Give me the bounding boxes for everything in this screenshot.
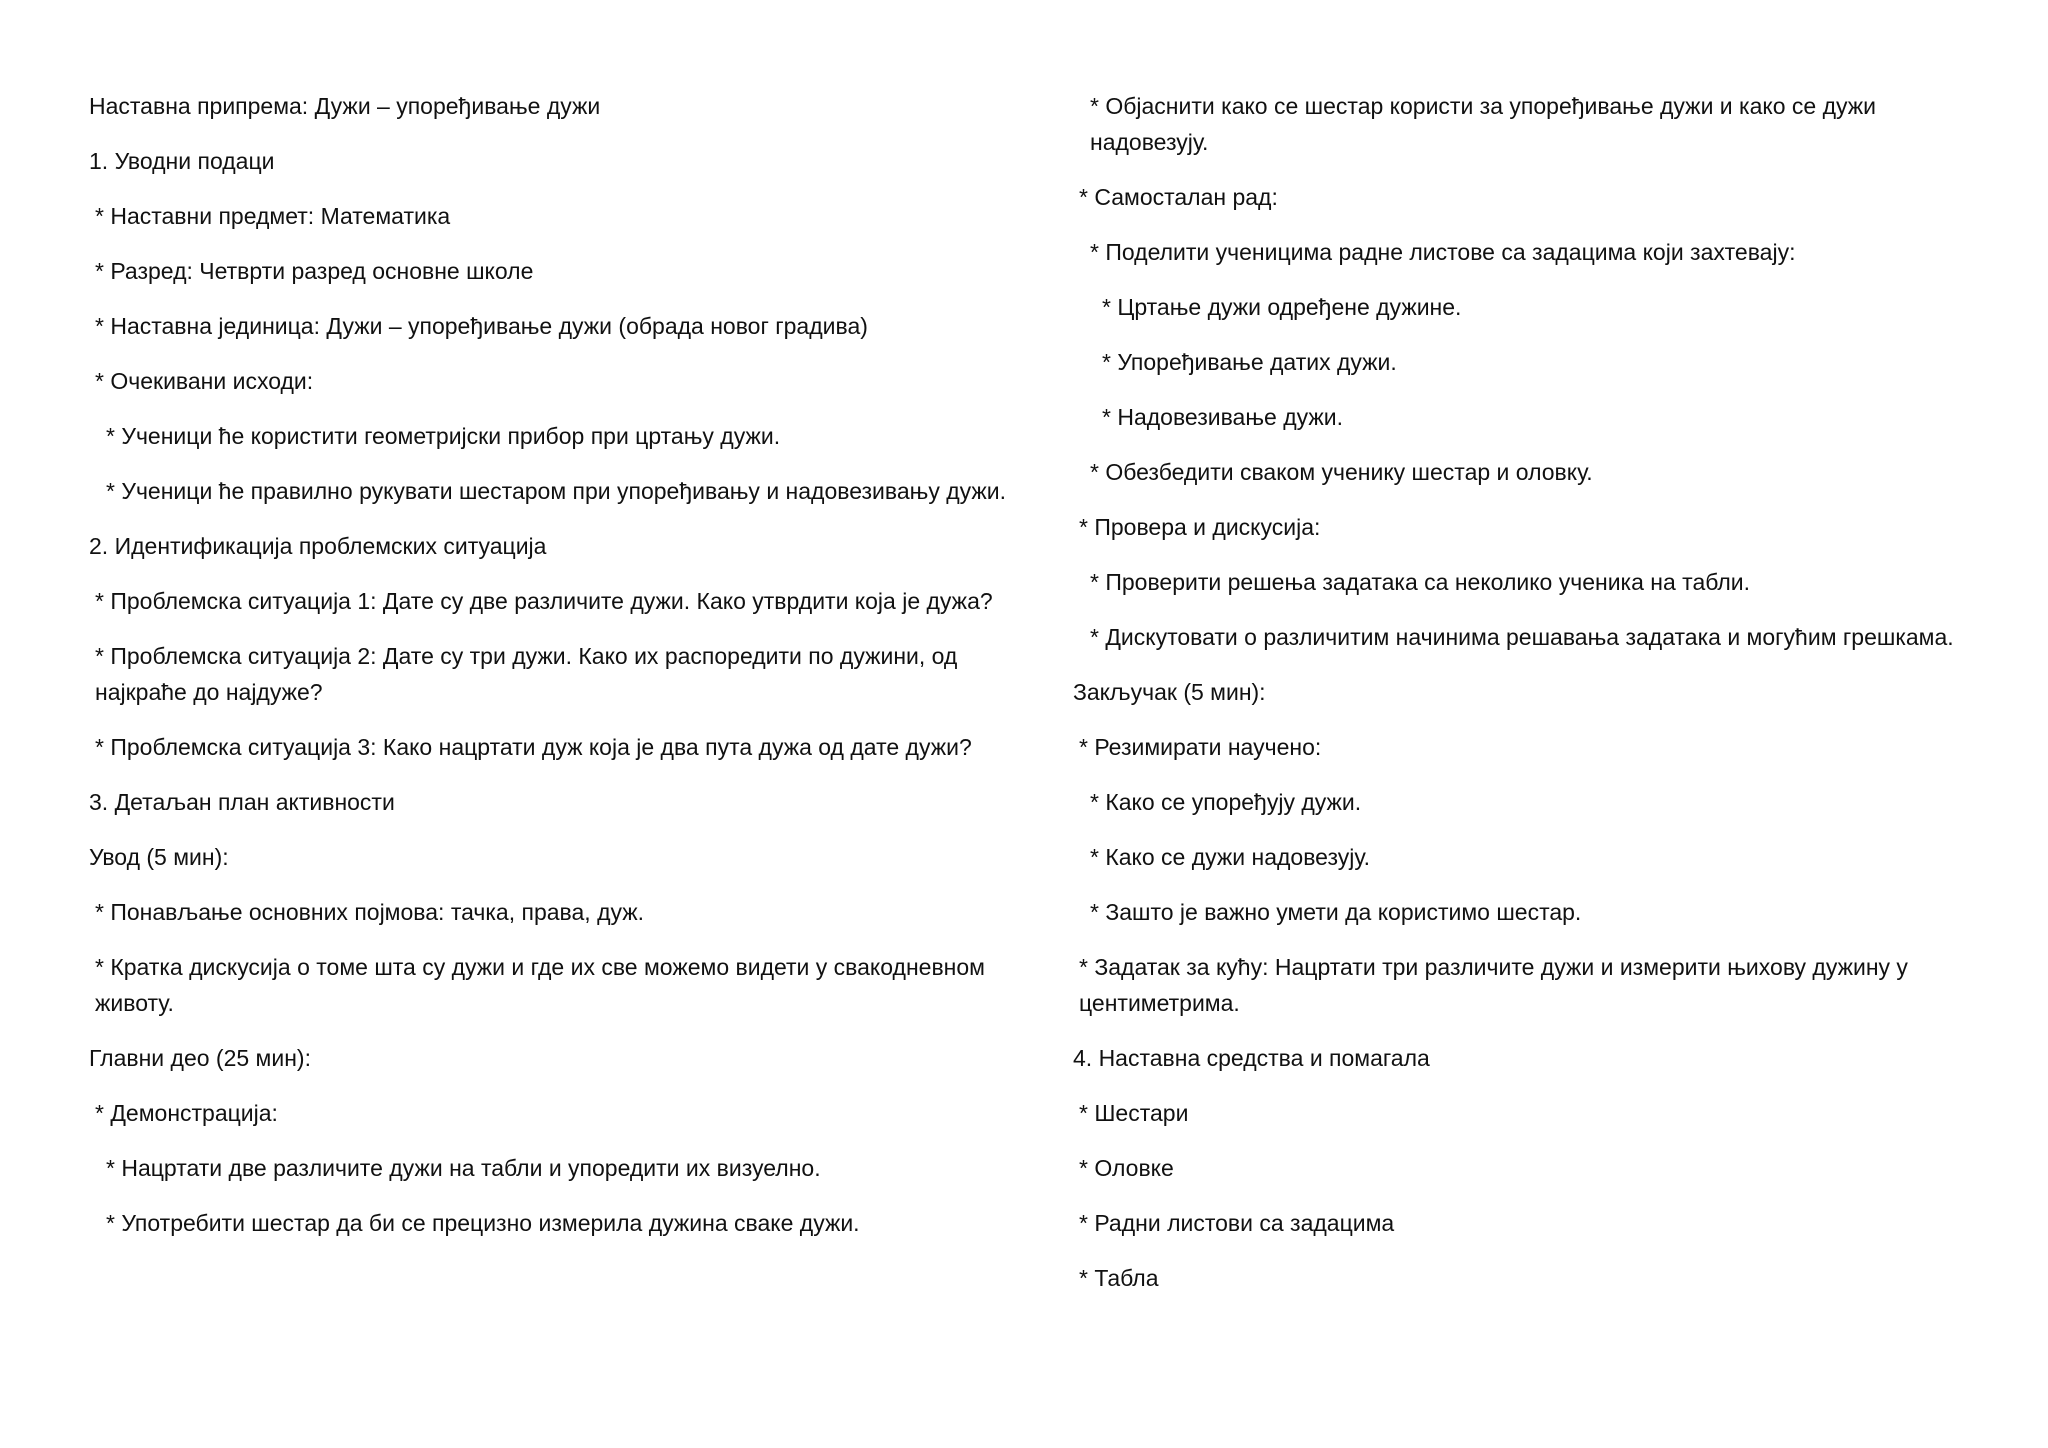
bullet-item: * Самосталан рад: xyxy=(1079,184,1278,210)
bullet-item: * Табла xyxy=(1079,1265,1159,1291)
bullet-item: * Поделити ученицима радне листове са задацима који захтевају: xyxy=(1090,239,1796,265)
bullet-item: * Цртање дужи одређене дужине. xyxy=(1102,294,1462,320)
bullet-item: * Радни листови са задацима xyxy=(1079,1210,1395,1236)
bullet-item: * Оловке xyxy=(1079,1155,1174,1181)
bullet-item: * Очекивани исходи: xyxy=(95,368,314,394)
section-heading: 2. Идентификација проблемских ситуација xyxy=(89,533,547,559)
bullet-item: * Задатак за кућу: Нацртати три различите дужи и измерити њихову дужину у центиметрима. xyxy=(1079,954,1908,1016)
bullet-item: * Ученици ће правилно рукувати шестаром при упоређивању и надовезивању дужи. xyxy=(106,478,1007,504)
bullet-item: * Употребити шестар да би се прецизно измерила дужина сваке дужи. xyxy=(106,1210,860,1236)
section-heading: 4. Наставна средства и помагала xyxy=(1073,1045,1430,1071)
bullet-item: * Нацртати две различите дужи на табли и упоредити их визуелно. xyxy=(106,1155,821,1181)
bullet-item: * Надовезивање дужи. xyxy=(1102,404,1344,430)
bullet-item: * Ученици ће користити геометријски прибор при цртању дужи. xyxy=(106,423,781,449)
subsection-heading: Главни део (25 мин): xyxy=(89,1045,311,1071)
bullet-item: * Проверити решења задатака са неколико ученика на табли. xyxy=(1090,569,1751,595)
bullet-item: * Обезбедити сваком ученику шестар и оловку. xyxy=(1090,459,1593,485)
bullet-item: * Наставна јединица: Дужи – упоређивање дужи (обрада новог градива) xyxy=(95,313,868,339)
bullet-item: * Наставни предмет: Математика xyxy=(95,203,451,229)
bullet-item: * Понављање основних појмова: тачка, права, дуж. xyxy=(95,899,645,925)
section-heading: 3. Детаљан план активности xyxy=(89,789,395,815)
bullet-item: * Упоређивање датих дужи. xyxy=(1102,349,1397,375)
bullet-item: * Шестари xyxy=(1079,1100,1189,1126)
subsection-heading: Увод (5 мин): xyxy=(89,844,229,870)
bullet-item: * Провера и дискусија: xyxy=(1079,514,1321,540)
bullet-item: * Проблемска ситуација 2: Дате су три дужи. Како их распоредити по дужини, од најкраће до најдуже? xyxy=(95,643,958,705)
bullet-item: * Разред: Четврти разред основне школе xyxy=(95,258,534,284)
left-column xyxy=(89,88,1009,1260)
document-title: Наставна припрема: Дужи – упоређивање дужи xyxy=(89,93,601,119)
section-heading: 1. Уводни подаци xyxy=(89,148,275,174)
bullet-item: * Како се упоређују дужи. xyxy=(1090,789,1362,815)
bullet-item: * Како се дужи надовезују. xyxy=(1090,844,1370,870)
bullet-item: * Демонстрација: xyxy=(95,1100,278,1126)
right-column xyxy=(1073,88,1993,1315)
bullet-item: * Дискутовати о различитим начинима решавања задатака и могућим грешкама. xyxy=(1090,624,1954,650)
bullet-item: * Резимирати научено: xyxy=(1079,734,1322,760)
bullet-item: * Зашто је важно умети да користимо шестар. xyxy=(1090,899,1582,925)
subsection-heading: Закључак (5 мин): xyxy=(1073,679,1266,705)
bullet-item: * Проблемска ситуација 3: Како нацртати дуж која је два пута дужа од дате дужи? xyxy=(95,734,972,760)
bullet-item: * Кратка дискусија о томе шта су дужи и где их све можемо видети у свакодневном животу. xyxy=(95,954,985,1016)
bullet-item: * Објаснити како се шестар користи за упоређивање дужи и како се дужи надовезују. xyxy=(1090,93,1876,155)
bullet-item: * Проблемска ситуација 1: Дате су две различите дужи. Како утврдити која је дужа? xyxy=(95,588,993,614)
